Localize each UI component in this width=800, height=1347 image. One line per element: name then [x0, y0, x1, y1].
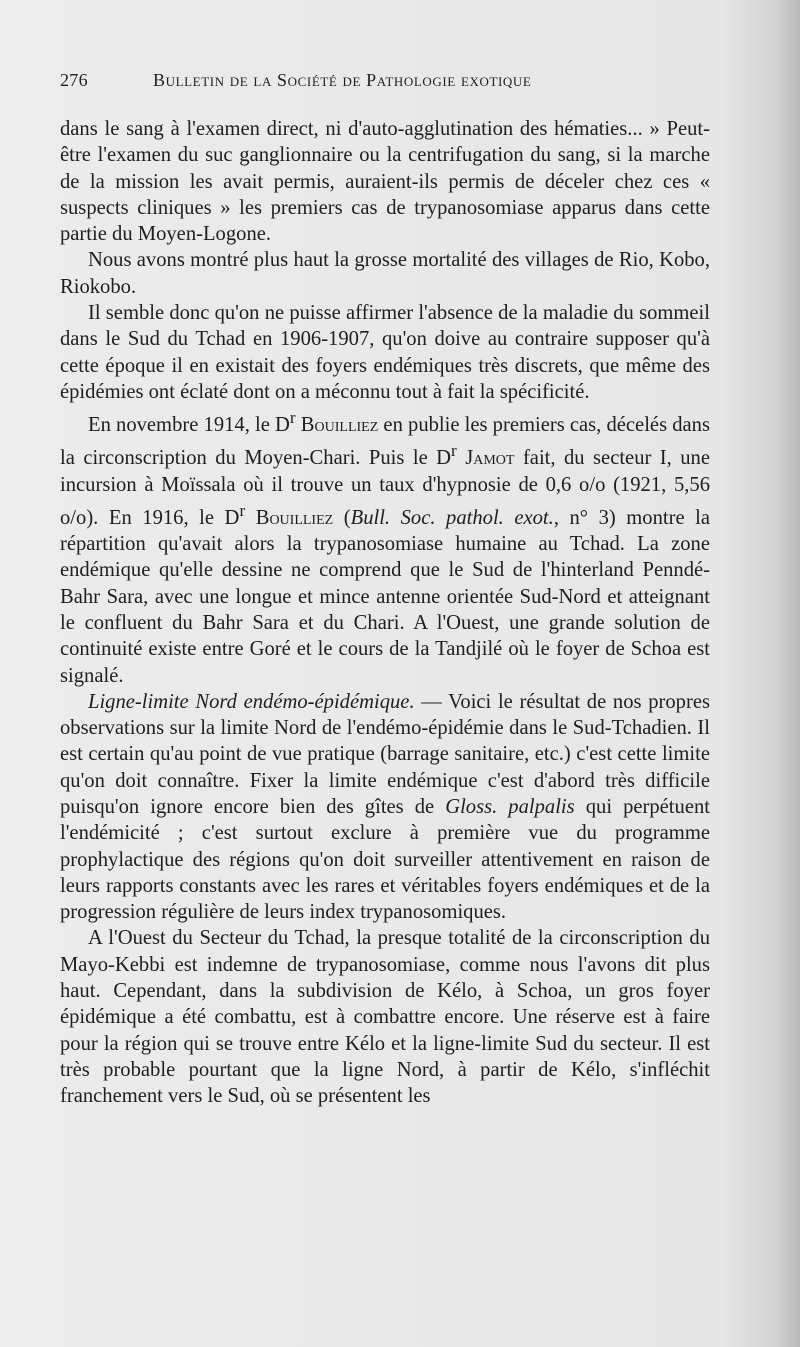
paragraph-village-mortality: Nous avons montré plus haut la grosse mortalité des villages de Rio, Kobo, Riokobo.: [60, 249, 710, 298]
text-run: — Voici le résultat de nos propres observations sur la limite Nord de l'endémo-épidémie dans le Sud-Tchadien. Il est certain qu'au point de vue pratique (barrage sanitaire, etc.) c'est cette limite qu'on doit connaître. Fixer la limite endémique c'est d'abord très difficile puisqu'on ignore encore bien des gîtes de: [60, 690, 710, 818]
paragraph-sleeping-sickness-absence: Il semble donc qu'on ne puisse affirmer l'absence de la maladie du sommeil dans le Sud du Tchad en 1906-1907, qu'on doive au contraire supposer qu'à cette époque il en existait des foyers endémiques très discrets, que même des épidémies ont éclaté dont on a méconnu tout à fait la spécificité.: [60, 302, 710, 403]
journal-title: Bulletin de la Société de Pathologie exotique: [153, 70, 532, 90]
paragraph-first-cases: [60, 405, 710, 689]
paragraph-continuation: dans le sang à l'examen direct, ni d'auto-agglutination des hématies... » Peut-être l'examen du suc ganglionnaire ou la centrifugation du sang, si la marche de la mission les avait permis, auraient-ils permis de déceler chez ces « suspects cliniques » les premiers cas de trypanosomiase apparus dans cette partie du Moyen-Logone.: [60, 118, 710, 246]
paragraph-northern-limit: [60, 689, 710, 926]
author-name: Jamot: [465, 447, 515, 470]
text-run: (: [333, 506, 351, 529]
citation: Bull. Soc. pathol. exot.: [350, 506, 554, 529]
title-superscript: r: [239, 500, 246, 520]
author-name: Bouilliez: [255, 506, 334, 529]
text-run: , n° 3) montre la répartition qu'avait alors la trypanosomiase humaine au Tchad. La zone endémique qu'elle dessine ne comprend que le Sud de l'hinterland Penndé-Bahr Sara, avec une longue et mince antenne orientée Sud-Nord et atteignant le confluent du Bahr Sara et du Chari. A l'Ouest, une grande solution de continuité existe entre Goré et le cours de la Tandjilé où le foyer de Schoa est signalé.: [60, 506, 710, 687]
page-number: 276: [60, 70, 88, 90]
text-run: qui perpétuent l'endémicité ; c'est surtout exclure à première vue du programme prophylactique des régions qu'on doit surveiller attentivement en raison de leurs rapports constants avec les rares et véritables foyers endémiques et de la progression régulière de leurs index trypanosomiques.: [60, 796, 710, 924]
paragraph-mayo-kebbi: A l'Ouest du Secteur du Tchad, la presque totalité de la circonscription du Mayo-Kebbi est indemne de trypanosomiase, comme nous l'avons dit plus haut. Cependant, dans la subdivision de Kélo, à Schoa, un gros foyer épidémique a été combattu, est à combattre encore. Une réserve est à faire pour la région qui se trouve entre Kélo et la ligne-limite Sud du secteur. Il est très probable pourtant que la ligne Nord, à partir de Kélo, s'infléchit franchement vers le Sud, où se présentent les: [60, 927, 710, 1108]
author-name: Bouilliez: [300, 414, 379, 437]
text-run: En novembre 1914, le D: [88, 414, 290, 437]
text-run: fait, du secteur I, une incursion à Moïssala où il trouve un taux d'hypnosie de 0,6 o/o (1921, 5,56 o/o). En 1916, le D: [60, 447, 710, 529]
body-text: [60, 116, 710, 1110]
running-head: [60, 70, 720, 100]
title-superscript: r: [289, 408, 296, 428]
section-heading: Ligne-limite Nord endémo-épidémique.: [88, 690, 415, 713]
title-superscript: r: [451, 441, 457, 461]
species-name: Gloss. palpalis: [445, 796, 575, 818]
text-run: en publie les premiers cas, décelés dans la circonscription du Moyen-Chari. Puis le D: [60, 414, 710, 470]
